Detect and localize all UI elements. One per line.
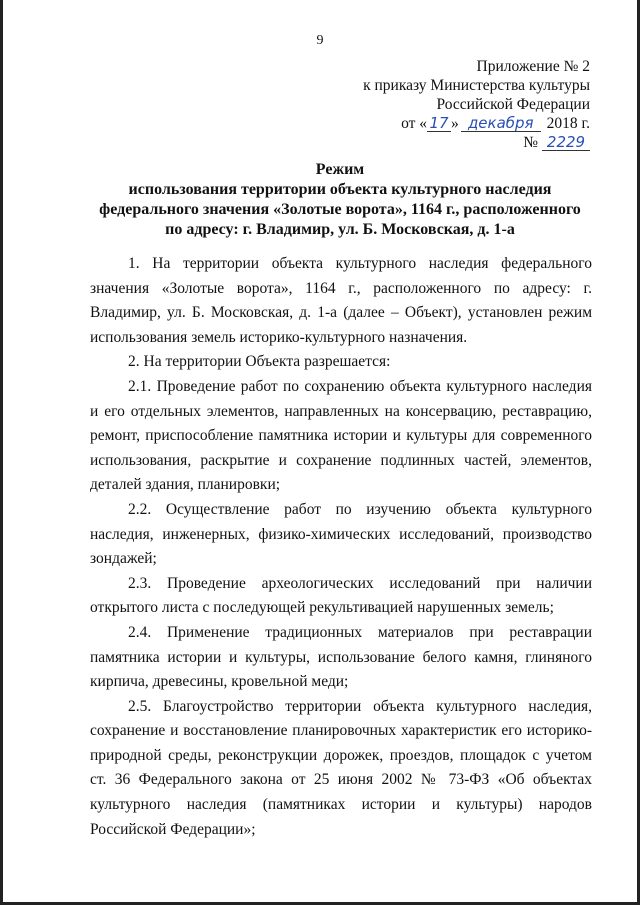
date-year: 2018 г. (546, 115, 590, 132)
document-title (60, 160, 620, 240)
paragraph: 2.5. Благоустройство территории объекта культурного наследия, сохранение и восстановление планировочных характеристик его историко-природной среды, реконструкции дорожек, проездов, площадок с учетом ст. 36 Федерального закона от 25 июня 2002 № 73-ФЗ «Об объектах культурного наследия (памятниках истории и культуры) народов Российской Федерации»; (90, 697, 592, 838)
title-line-4: по адресу: г. Владимир, ул. Б. Московская, д. 1-а (165, 221, 515, 238)
paragraph: 2. На территории Объекта разрешается: (128, 353, 391, 371)
title-line-2: использования территории объекта культурного наследия (128, 181, 552, 198)
appendix-ministry: Российской Федерации (436, 96, 590, 113)
paragraph: 1. На территории объекта культурного наследия федерального значения «Золотые ворота», 1164 г., расположенного по адресу: г. Владимир, ул. Б. Московская, д. 1-а (далее – Объект), установлен режим использования земель историко-культурного назначения. (90, 255, 592, 346)
title-line-3: федерального значения «Золотые ворота», 1164 г., расположенного (99, 201, 581, 218)
appendix-header (363, 57, 590, 152)
appendix-number-line (363, 133, 590, 152)
date-day-handwritten: 17 (427, 115, 451, 132)
date-month-handwritten: декабря (461, 115, 541, 132)
date-prefix: от « (401, 115, 428, 132)
paragraph: 2.1. Проведение работ по сохранению объекта культурного наследия и его отдельных элементов, направленных на консервацию, реставрацию, ремонт, приспособление памятника истории и культуры для современного использования, раскрытие и сохранение подлинных частей, элементов, деталей здания, планировки; (90, 377, 592, 494)
paragraph: 2.3. Проведение археологических исследований при наличии открытого листа с последующей рекультивацией нарушенных земель; (90, 574, 592, 617)
page-number: 9 (316, 33, 324, 48)
title-line-1: Режим (315, 161, 365, 178)
date-mid: » (451, 115, 459, 132)
appendix-order-ref: к приказу Министерства культуры (363, 77, 590, 94)
paragraph: 2.2. Осуществление работ по изучению объекта культурного наследия, инженерных, физико-химических исследований, производство зондажей; (90, 500, 592, 568)
order-number-handwritten: 2229 (542, 134, 590, 151)
number-prefix: № (523, 134, 538, 151)
appendix-date-line (363, 114, 590, 133)
appendix-title: Приложение № 2 (476, 58, 590, 75)
scan-edge-left (0, 0, 3, 905)
document-body (90, 252, 592, 842)
paragraph: 2.4. Применение традиционных материалов при реставрации памятника истории и культуры, использование белого камня, глиняного кирпича, древесины, кровельной меди; (90, 623, 592, 691)
